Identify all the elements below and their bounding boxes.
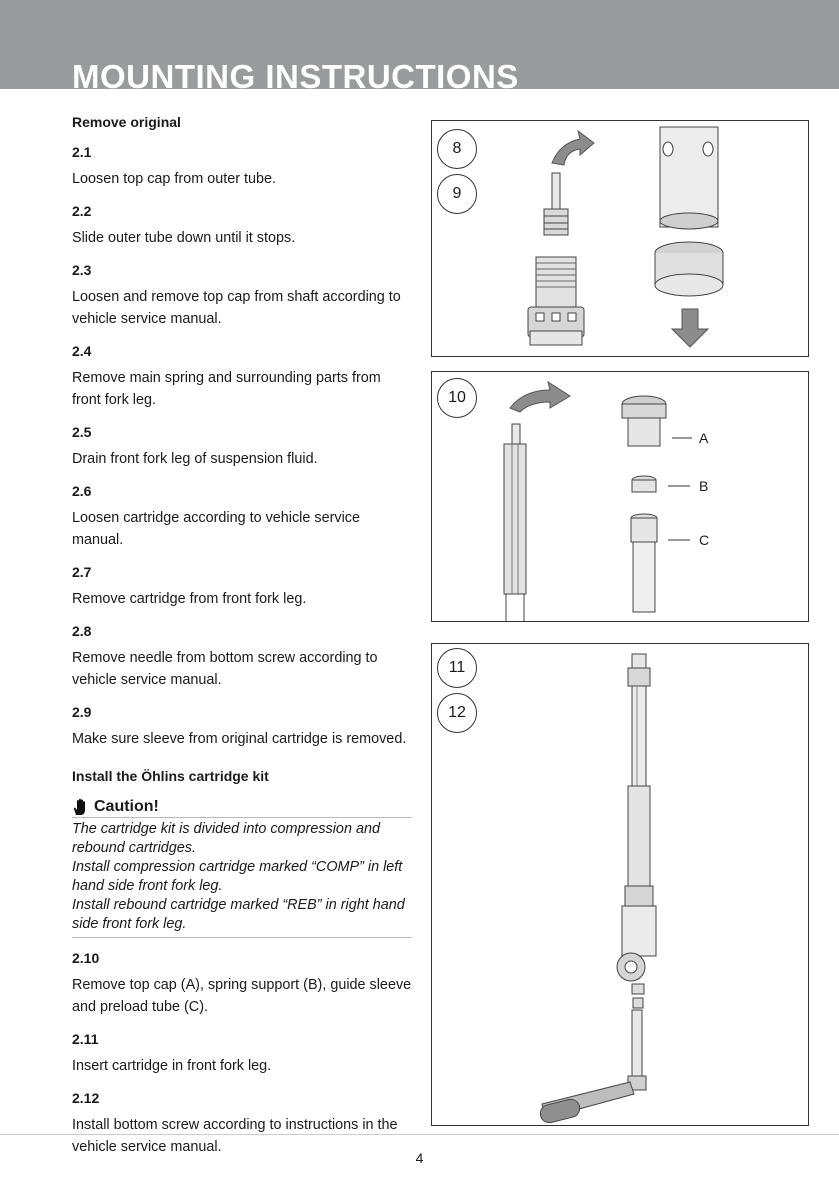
step-2-12: [72, 1090, 412, 1158]
step-text: Remove cartridge from front fork leg.: [72, 591, 307, 607]
step-text: Remove needle from bottom screw according to vehicle service manual.: [72, 650, 378, 688]
step-number: 2.4: [72, 343, 92, 359]
step-2-8: [72, 623, 412, 691]
figure-remove-top-cap: [431, 120, 809, 357]
step-number: 2.1: [72, 144, 92, 160]
illustration-parts-abc: [432, 372, 808, 621]
caution-label: Caution!: [94, 798, 159, 815]
step-number: 2.5: [72, 424, 92, 440]
step-number: 2.3: [72, 262, 92, 278]
footer-divider: [0, 1134, 839, 1135]
step-number: 2.10: [72, 950, 100, 966]
label-c: C: [699, 532, 710, 548]
hand-stop-icon: [72, 798, 88, 816]
step-number: 2.9: [72, 704, 92, 720]
section-title-remove: Remove original: [72, 114, 181, 130]
step-2-4: [72, 343, 412, 411]
figure-insert-cartridge: [431, 643, 809, 1126]
step-number: 2.2: [72, 203, 92, 219]
callout-10: 10: [437, 378, 477, 418]
step-2-9: [72, 704, 412, 750]
step-2-11: [72, 1031, 412, 1077]
step-text: Drain front fork leg of suspension fluid.: [72, 451, 318, 467]
step-2-2: [72, 203, 412, 249]
step-2-3: [72, 262, 412, 330]
header-bar: [0, 0, 839, 89]
page-title: MOUNTING INSTRUCTIONS: [72, 58, 519, 89]
step-2-5: [72, 424, 412, 470]
callout-9: 9: [437, 174, 477, 214]
section-title-install: Install the Öhlins cartridge kit: [72, 768, 269, 784]
step-text: Insert cartridge in front fork leg.: [72, 1058, 272, 1074]
caution-line: Install rebound cartridge marked “REB” in right hand side front fork leg.: [72, 897, 405, 932]
step-2-6: [72, 483, 412, 551]
step-number: 2.12: [72, 1090, 100, 1106]
label-a: A: [699, 430, 709, 446]
step-text: Loosen and remove top cap from shaft according to vehicle service manual.: [72, 289, 401, 327]
callout-8: 8: [437, 129, 477, 169]
caution-line: The cartridge kit is divided into compression and rebound cartridges.: [72, 821, 380, 856]
step-text: Slide outer tube down until it stops.: [72, 230, 296, 246]
step-number: 2.7: [72, 564, 92, 580]
step-text: Install bottom screw according to instructions in the vehicle service manual.: [72, 1117, 398, 1155]
step-number: 2.11: [72, 1031, 99, 1047]
step-2-10: [72, 950, 412, 1018]
step-2-1: [72, 144, 412, 190]
step-text: Remove top cap (A), spring support (B), guide sleeve and preload tube (C).: [72, 977, 412, 1015]
callout-12: 12: [437, 693, 477, 733]
step-text: Make sure sleeve from original cartridge is removed.: [72, 731, 407, 747]
step-number: 2.8: [72, 623, 92, 639]
figure-remove-top-parts: [431, 371, 809, 622]
page-number: 4: [415, 1150, 424, 1166]
illustration-cartridge-install: [432, 644, 808, 1125]
caution-line: Install compression cartridge marked “COMP” in left hand side front fork leg.: [72, 859, 403, 894]
step-text: Loosen cartridge according to vehicle service manual.: [72, 510, 360, 548]
step-text: Remove main spring and surrounding parts from front fork leg.: [72, 370, 381, 408]
instructions-column: [72, 114, 412, 1171]
caution-body: [72, 818, 412, 938]
step-2-7: [72, 564, 412, 610]
label-b: B: [699, 478, 709, 494]
callout-11: 11: [437, 648, 477, 688]
step-text: Loosen top cap from outer tube.: [72, 171, 276, 187]
illustration-top-cap-removal: [432, 121, 808, 356]
caution-heading: [72, 798, 412, 818]
step-number: 2.6: [72, 483, 92, 499]
